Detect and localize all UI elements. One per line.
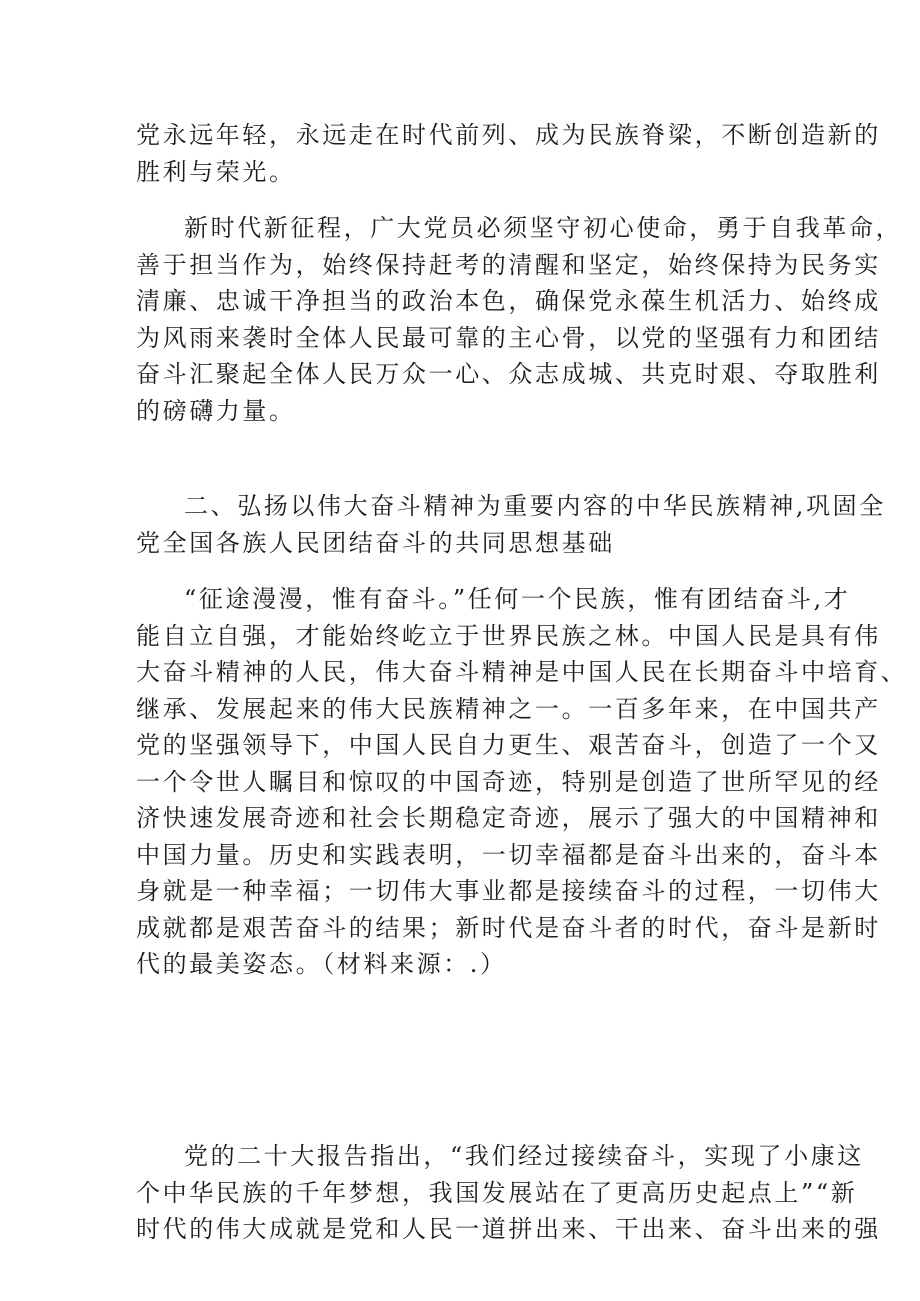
text-line: 大奋斗精神的人民，伟大奋斗精神是中国人民在长期奋斗中培育、 [136, 658, 908, 686]
text-line: 党全国各族人民团结奋斗的共同思想基础 [136, 528, 615, 557]
text-line: 清廉、忠诚干净担当的政治本色，确保党永葆生机活力、始终成 [136, 287, 881, 315]
text-line-indented [136, 1138, 864, 1175]
text-line: 善于担当作为，始终保持赶考的清醒和坚定，始终保持为民务实 [136, 250, 881, 279]
text-line: 党永远年轻，永远走在时代前列、成为民族脊梁，不断创造新的 [136, 121, 881, 149]
text-line: 继承、发展起来的伟大民族精神之一。一百多年来，在中国共产 [136, 694, 881, 723]
text-line: “征途漫漫，惟有奋斗。”任何一个民族，惟有团结奋斗,才 [184, 585, 851, 613]
text-line: 为风雨来袭时全体人民最可靠的主心骨，以党的坚强有力和团结 [136, 323, 881, 352]
text-line: 代的最美姿态。（材料来源：.） [136, 950, 507, 978]
text-line: 成就都是艰苦奋斗的结果；新时代是奋斗者的时代，奋斗是新时 [136, 913, 881, 942]
paragraph-5 [136, 1138, 881, 1248]
text-line: 个中华民族的千年梦想，我国发展站在了更高历史起点上”“新 [136, 1178, 858, 1207]
text-line: 新时代新征程，广大党员必须坚守初心使命，勇于自我革命， [184, 214, 903, 242]
text-line: 党的二十大报告指出，“我们经过接续奋斗，实现了小康这 [184, 1142, 864, 1170]
text-line: 奋斗汇聚起全体人民万众一心、众志成城、共克时艰、夺取胜利 [136, 360, 881, 388]
section-heading [136, 488, 886, 561]
paragraph-4 [136, 581, 908, 983]
text-line: 胜利与荣光。 [136, 157, 296, 186]
paragraph-1 [136, 117, 881, 190]
text-line: 二、弘扬以伟大奋斗精神为重要内容的中华民族精神,巩固全 [184, 492, 886, 520]
text-line: 中国力量。历史和实践表明，一切幸福都是奋斗出来的，奋斗本 [136, 840, 881, 869]
text-line: 济快速发展奇迹和社会长期稳定奇迹，展示了强大的中国精神和 [136, 804, 881, 832]
text-line: 时代的伟大成就是党和人民一道拼出来、干出来、奋斗出来的强 [136, 1215, 881, 1243]
text-line: 的磅礴力量。 [136, 396, 296, 425]
text-line: 一个令世人瞩目和惊叹的中国奇迹，特别是创造了世所罕见的经 [136, 767, 881, 796]
text-line-indented [136, 581, 851, 618]
text-line: 身就是一种幸福；一切伟大事业都是接续奋斗的过程，一切伟大 [136, 877, 881, 905]
text-line-indented [136, 488, 886, 525]
text-line: 党的坚强领导下，中国人民自力更生、艰苦奋斗，创造了一个又 [136, 731, 881, 759]
paragraph-2 [136, 210, 903, 429]
text-line-indented [136, 210, 903, 247]
text-line: 能自立自强，才能始终屹立于世界民族之林。中国人民是具有伟 [136, 621, 881, 650]
